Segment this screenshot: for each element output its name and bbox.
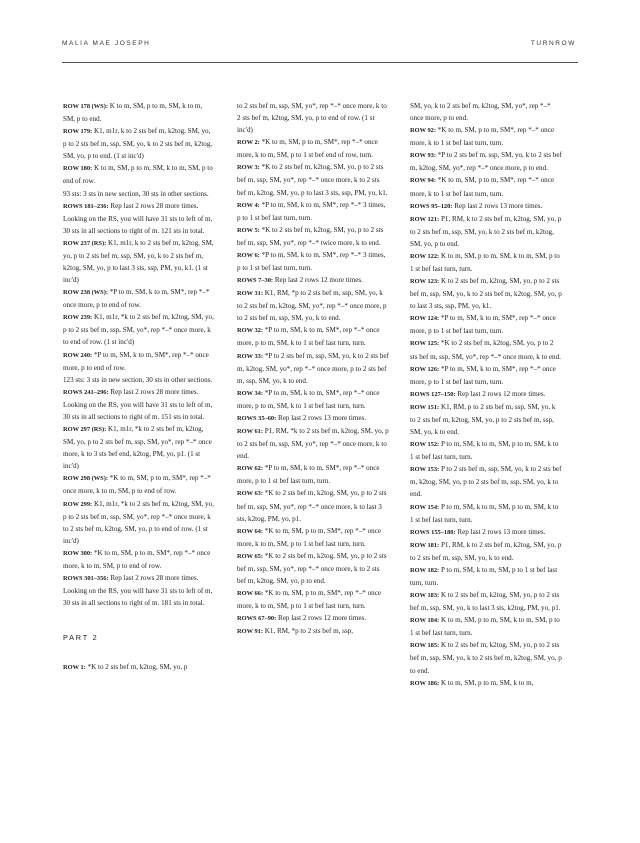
text-column-3	[410, 100, 562, 690]
row-text: *K to m, SM, p to m, SM*, rep *–* once more, k to 1 st bef last turn, turn.	[410, 176, 555, 198]
row-text: *K to m, SM, p to m, SM*, rep *–* once more, k to m, SM, p to 1 st bef last turn, turn.	[237, 589, 382, 611]
instruction-row	[410, 124, 562, 149]
instruction-row	[237, 462, 389, 487]
row-label: ROW 3:	[237, 164, 260, 172]
row-label: ROW 92:	[410, 127, 436, 135]
instruction-row	[63, 349, 215, 374]
row-text: Looking on the RS, you will have 31 sts to left of m, 30 sts in all sections to right of m. 151 sts in total.	[63, 400, 213, 421]
instruction-row	[410, 614, 562, 639]
row-text: K1, m1r, *k to 2 sts bef m, k2tog, SM, yo, p to 2 sts bef m, ssp, SM, yo*, rep *–* once more, k to end of row. (1 st inc'd)	[63, 313, 214, 347]
row-text: K1, RM, *p to 2 sts bef m, ssp,	[262, 627, 354, 636]
row-text: K to m, SM, p to m, SM, k to m,	[439, 678, 534, 687]
row-label: ROW 91:	[237, 628, 263, 636]
instruction-row	[63, 311, 215, 348]
instruction-row	[63, 472, 215, 497]
row-label: ROW 180:	[63, 165, 93, 173]
row-label: ROW 239:	[63, 314, 93, 322]
row-text: K to m, SM, p to m, SM, k to m, SM, p to end of row.	[63, 164, 213, 186]
instruction-row	[63, 162, 215, 187]
instruction-row	[63, 200, 215, 213]
instruction-row	[410, 174, 562, 199]
instruction-row	[410, 363, 562, 388]
row-label: ROW 299:	[63, 500, 93, 508]
row-text: 123 sts: 3 sts in new section, 30 sts in other sections.	[63, 375, 213, 384]
row-text: Rep last 2 rows 12 more times.	[276, 614, 367, 623]
row-label: ROW 31:	[237, 290, 263, 298]
row-text: *P to m, SM, k to m, SM*, rep *–* once more, p to 1 st bef last turn, turn.	[410, 314, 556, 336]
instruction-row	[63, 237, 215, 286]
row-label: ROW 94:	[410, 177, 436, 185]
row-label: ROW 178 (WS):	[63, 103, 108, 110]
row-label: ROW 151:	[410, 403, 440, 411]
row-text: K1, RM, *p to 2 sts bef m, ssp, SM, yo, k to 2 sts bef m, k2tog, SM, yo*, rep *–* once more, p to 2 sts bef m, ssp, SM, yo, k to end.	[237, 289, 387, 323]
row-label: ROW 179:	[63, 128, 93, 136]
row-text: P1, RM, k to 2 sts bef m, k2tog, SM, yo, p to 2 sts bef m, ssp, SM, yo, k to end.	[410, 540, 562, 562]
row-text: *K to 2 sts bef m, k2tog, SM, yo, p	[85, 663, 188, 672]
instruction-row	[237, 550, 389, 587]
row-label: ROW 63:	[237, 490, 263, 498]
row-label: ROW 183:	[410, 592, 440, 600]
row-text: *P to m, SM, k to m, SM*, rep *–* 3 times, p to 1 st bef last turn, turn.	[237, 250, 386, 273]
row-text: *P to m, SM, k to m, SM*, rep *–* once more, p to 1 st bef last turn, turn.	[410, 364, 556, 386]
row-label: ROWS 181–236:	[63, 202, 109, 210]
instruction-row	[237, 387, 389, 412]
row-text: K1, m1r, *k to 2 sts bef m, k2tog, SM, yo, p to 2 sts bef m, ssp, SM, yo*, rep *–* once more, k to 2 sts bef m, k2tog, SM, yo, p to end of row. (1 st inc'd)	[63, 499, 214, 545]
instruction-row	[63, 286, 215, 311]
row-text: *P to m, SM, k to m, SM*, rep *–* once more, p to 1 st bef last turn, turn.	[237, 464, 380, 486]
row-text: Rep last 2 rows 12 more times.	[455, 389, 546, 398]
row-text: *K to m, SM, p to m, SM*, rep *–* once more, k to m, SM, p to 1 st bef last turn, turn.	[237, 526, 382, 548]
row-text: Rep last 2 rows 28 more times.	[108, 387, 199, 396]
instruction-row	[410, 250, 562, 275]
row-label: ROW 4:	[237, 201, 260, 209]
row-label: ROW 2:	[237, 139, 260, 147]
row-text: K to 2 sts bef m, k2tog, SM, yo, p to 2 sts bef m, ssp, SM, yo, k to 2 sts bef m, k2tog, SM, yo, p to end.	[410, 641, 562, 675]
row-label: ROW 121:	[410, 215, 440, 223]
row-text: *K to 2 sts bef m, k2tog, SM, yo, p to 2 sts bef m, ssp, SM, yo*, rep *–* once more, k to last 3 sts, k2tog, PM, yo, p1.	[237, 489, 387, 523]
row-text: P to m, SM, k to m, SM, p to m, SM, k to 1 st bef last turn, turn.	[410, 440, 559, 462]
row-text: P to 2 sts bef m, ssp, SM, yo, k to 2 sts bef m, k2tog, SM, yo, p to 2 sts bef m, ssp, SM, yo, k to end.	[410, 465, 562, 499]
row-text: 93 sts: 3 sts in new section, 30 sts in other sections.	[63, 189, 209, 198]
row-text: *P to m, SM, k to m, SM*, rep *–* 3 times, p to 1 st bef last turn, turn.	[237, 200, 386, 222]
row-text: P1, RM, k to 2 sts bef m, k2tog, SM, yo, p to 2 sts bef m, ssp, SM, yo, k to 2 sts bef m, k2tog, SM, yo, p to end.	[410, 214, 562, 248]
row-text: *K to 2 sts bef m, k2tog, SM, yo, p to 2 sts bef m, ssp, SM, yo*, rep *–* once more, k to 2 sts bef m, k2tog, SM, yo, p to last 3 sts, ssp, PM, yo, k1.	[237, 163, 388, 197]
row-label: ROW 61:	[237, 428, 263, 436]
instruction-note	[410, 100, 562, 124]
row-label: ROW 122:	[410, 252, 440, 260]
row-label: ROW 65:	[237, 552, 263, 560]
row-label: ROW 33:	[237, 352, 263, 360]
row-label: ROW 181:	[410, 541, 440, 549]
instruction-row	[63, 498, 215, 547]
row-text: *K to m, SM, p to m, SM*, rep *–* once more, k to m, SM, p to end of row.	[63, 474, 211, 496]
instruction-row	[237, 625, 389, 638]
instruction-row	[410, 589, 562, 614]
row-label: ROWS 67–90:	[237, 615, 277, 623]
row-label: ROWS 241–296:	[63, 388, 109, 396]
row-label: ROW 298 (WS):	[63, 475, 108, 483]
instruction-note	[63, 399, 215, 423]
instruction-row	[237, 487, 389, 524]
row-text: K to m, SM, p to m, SM, k to m, SM, p to 1 st bef last turn, turn.	[410, 251, 560, 274]
row-label: ROW 126:	[410, 365, 440, 373]
row-label: ROW 6:	[237, 251, 260, 259]
instruction-row	[410, 401, 562, 438]
row-text: P1, RM, *k to 2 sts bef m, k2tog, SM, yo, p to 2 sts bef m, ssp, SM, yo*, rep *–* once more, k to end.	[237, 427, 389, 461]
instruction-row	[237, 525, 389, 550]
row-label: ROW 182:	[410, 566, 440, 574]
row-text: K1, m1r, k to 2 sts bef m, k2tog, SM, yo, p to 2 sts bef m, ssp, SM, yo, k to 2 sts bef m, k2tog, SM, yo, p to end. (1 st inc'd)	[63, 127, 213, 161]
row-label: ROW 184:	[410, 617, 440, 625]
instruction-row	[63, 423, 215, 472]
row-text: K to 2 sts bef m, k2tog, SM, yo, p to 2 sts bef m, ssp, SM, yo, k to last 3 sts, k2tog, PM, yo, p1.	[410, 591, 561, 613]
row-label: ROW 32:	[237, 327, 263, 335]
row-text: *P to 2 sts bef m, ssp, SM, yo, k to 2 sts bef m, k2tog, SM, yo*, rep *–* once more, p to 2 sts bef m, ssp, SM, yo, k to end.	[237, 351, 389, 385]
instruction-note	[63, 374, 215, 386]
row-label: ROW 300:	[63, 549, 93, 557]
text-column-2	[237, 100, 389, 638]
row-text: K1, m1r, *k to 2 sts bef m, k2tog, SM, yo, p to 2 sts bef m, ssp, SM, yo*, rep *–* once more, k to 3 sts bef end, k2tog, PM, yo, p1. (1 st inc'd)	[63, 425, 212, 471]
instruction-row	[410, 337, 562, 362]
instruction-row	[63, 547, 215, 572]
row-text: Looking on the RS, you will have 31 sts to left of m, 30 sts in all sections to right of m. 121 sts in total.	[63, 214, 213, 235]
row-label: ROW 185:	[410, 642, 440, 650]
instruction-note	[237, 100, 389, 136]
row-label: ROWS 95–120:	[410, 202, 453, 210]
row-label: ROW 238 (WS):	[63, 289, 108, 297]
row-label: ROW 186:	[410, 679, 440, 687]
instruction-row	[410, 677, 562, 690]
instruction-row	[410, 149, 562, 174]
row-label: ROW 66:	[237, 590, 263, 598]
row-label: ROW 34:	[237, 389, 263, 397]
instruction-row	[410, 501, 562, 526]
row-label: ROWS 7–30:	[237, 277, 274, 285]
row-text: *P to m, SM, k to m, SM*, rep *–* once more, p to end of row.	[63, 288, 210, 310]
header-rule	[62, 62, 578, 63]
row-label: ROWS 301–356:	[63, 574, 109, 582]
row-label: ROW 62:	[237, 465, 263, 473]
instruction-note	[63, 213, 215, 237]
row-label: ROW 5:	[237, 226, 260, 234]
row-text: K to 2 sts bef m, k2tog, SM, yo, p to 2 sts bef m, ssp, SM, yo, k to 2 sts bef m, k2tog, SM, yo, p to last 3 sts, ssp, PM, yo, k1.	[410, 277, 562, 311]
section-heading: PART 2	[63, 633, 99, 643]
row-text: Rep last 2 rows 13 more times.	[455, 527, 546, 536]
row-text: *P to m, SM, k to m, SM*, rep *–* once more, p to end of row.	[63, 350, 209, 372]
instruction-row	[410, 463, 562, 500]
instruction-row	[237, 412, 389, 425]
instruction-row	[237, 161, 389, 198]
row-text: K to m, SM, p to m, SM, k to m, SM, p to end.	[63, 102, 203, 124]
row-text: Rep last 2 rows 13 more times.	[452, 201, 543, 210]
row-text: *K to 2 sts bef m, k2tog, SM, yo, p to 2 sts bef m, ssp, SM, yo*, rep *–* once more, k to end.	[410, 339, 561, 361]
row-text: Rep last 2 rows 28 more times.	[108, 573, 199, 582]
instruction-row	[63, 125, 215, 162]
instruction-row	[237, 136, 389, 161]
row-text: to 2 sts bef m, ssp, SM, yo*, rep *–* once more, k to 2 sts bef m, k2tog, SM, yo, p to end of row. (1 st inc'd)	[237, 102, 387, 135]
row-label: ROW 240:	[63, 351, 93, 359]
row-label: ROWS 155–180:	[410, 528, 456, 536]
text-column-1	[63, 100, 215, 674]
row-label: ROWS 127–150:	[410, 390, 456, 398]
instruction-note	[63, 188, 215, 200]
row-label: ROW 152:	[410, 441, 440, 449]
instruction-row	[63, 386, 215, 399]
instruction-row	[63, 661, 215, 674]
row-text: *P to m, SM, k to m, SM*, rep *–* once more, p to m, SM, k to 1 st bef last turn, turn.	[237, 388, 380, 410]
row-text: K1, m1r, k to 2 sts bef m, k2tog, SM, yo, p to 2 sts bef m, ssp, SM, yo, k to 2 sts bef m, k2tog, SM, yo, p to last 3 sts, ssp, PM, yo, k1. (1 st inc'd)	[63, 238, 214, 285]
row-label: ROW 297 (RS):	[63, 426, 107, 434]
row-text: *K to m, SM, p to m, SM*, rep *–* once more, k to m, SM, p to 1 st bef end of row, turn.	[237, 138, 378, 160]
row-text: P to m, SM, k to m, SM, p to m, SM, k to 1 st bef last turn, turn.	[410, 502, 559, 524]
row-label: ROW 153:	[410, 466, 440, 474]
instruction-row	[410, 213, 562, 250]
row-label: ROW 1:	[63, 664, 86, 672]
row-text: K1, RM, p to 2 sts bef m, ssp, SM, yo, k to 2 sts bef m, k2tog, SM, yo, p to 2 sts bef m, ssp, SM, yo, k to end.	[410, 402, 556, 437]
row-label: ROW 64:	[237, 527, 263, 535]
pattern-title-header: TURNROW	[530, 40, 576, 47]
row-label: ROWS 35–60:	[237, 414, 277, 422]
instruction-row	[237, 199, 389, 224]
row-label: ROW 237 (RS):	[63, 239, 107, 247]
row-text: *K to m, SM, p to m, SM*, rep *–* once more, k to m, SM, p to end of row.	[63, 548, 211, 570]
instruction-row	[410, 312, 562, 337]
author-name-header: MALIA MAE JOSEPH	[62, 40, 151, 47]
instruction-row	[410, 438, 562, 463]
instruction-row	[410, 388, 562, 401]
row-text: K to m, SM, p to m, SM, k to m, SM, p to 1 st bef last turn, turn.	[410, 616, 560, 638]
row-label: ROW 125:	[410, 340, 440, 348]
row-text: SM, yo, k to 2 sts bef m, k2tog, SM, yo*, rep *–* once more, p to end.	[410, 102, 551, 123]
instruction-row	[63, 572, 215, 585]
instruction-row	[237, 587, 389, 612]
instruction-row	[237, 249, 389, 274]
row-text: P to m, SM, k to m, SM, p to 1 st bef last turn, turn.	[410, 565, 558, 587]
instruction-row	[410, 275, 562, 312]
row-text: *K to 2 sts bef m, k2tog, SM, yo, p to 2 sts bef m, ssp, SM, yo*, rep *–* once more, k to 2 sts bef m, k2tog, SM, yo, p to end.	[237, 551, 387, 585]
row-text: *K to 2 sts bef m, k2tog, SM, yo, p to 2 sts bef m, ssp, SM, yo*, rep *–* twice more, k to end.	[237, 225, 384, 247]
instruction-row	[410, 200, 562, 213]
row-text: *P to 2 sts bef m, ssp, SM, yo, k to 2 sts bef m, k2tog, SM, yo*, rep *–* once more, p to end.	[410, 151, 562, 173]
instruction-row	[410, 639, 562, 676]
instruction-row	[237, 350, 389, 387]
row-text: Rep last 2 rows 13 more times.	[276, 413, 367, 422]
instruction-row	[63, 100, 215, 125]
row-label: ROW 123:	[410, 278, 440, 286]
row-text: Rep last 2 rows 28 more times.	[108, 201, 199, 210]
instruction-note	[63, 585, 215, 609]
instruction-row	[237, 224, 389, 249]
row-text: Rep last 2 rows 12 more times.	[273, 276, 363, 285]
row-text: *P to m, SM, k to m, SM*, rep *–* once more, p to m, SM, k to 1 st bef last turn, turn.	[237, 326, 380, 348]
row-text: Looking on the RS, you will have 31 sts to left of m, 30 sts in all sections to right of m. 181 sts in total.	[63, 587, 213, 608]
instruction-row	[410, 539, 562, 564]
instruction-row	[237, 287, 389, 324]
row-text: *K to m, SM, p to m, SM*, rep *–* once more, k to 1 st bef last turn, turn.	[410, 126, 555, 148]
instruction-row	[410, 564, 562, 589]
row-label: ROW 154:	[410, 503, 440, 511]
instruction-row	[237, 612, 389, 625]
row-label: ROW 93:	[410, 152, 436, 160]
instruction-row	[237, 425, 389, 462]
instruction-row	[237, 324, 389, 349]
instruction-row	[410, 526, 562, 539]
instruction-row	[237, 274, 389, 287]
row-label: ROW 124:	[410, 315, 440, 323]
